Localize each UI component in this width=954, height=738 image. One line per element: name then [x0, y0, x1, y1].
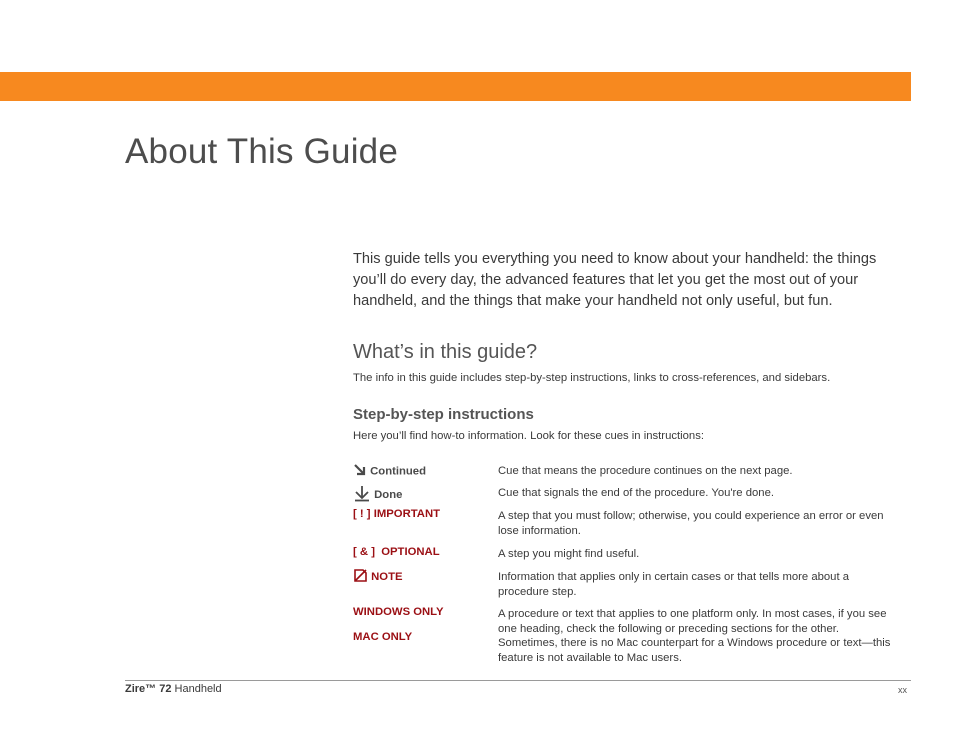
page-title: About This Guide	[125, 132, 398, 171]
cue-note	[353, 568, 403, 586]
cue-description: Information that applies only in certain cases or that tells more about a procedure step.	[498, 571, 850, 598]
important-bracket-icon: [ ! ]	[353, 508, 371, 520]
cue-description: A step that you must follow; otherwise, you could experience an error or even lose information.	[498, 510, 884, 537]
cue-label: IMPORTANT	[373, 508, 441, 520]
cue-windows-only	[353, 606, 444, 618]
intro-paragraph: This guide tells you everything you need to know about your handheld: the things you’ll do every day, the advanced features that let you get the most out of your handheld, and the things that make your handheld not only useful, but fun.	[353, 251, 877, 309]
footer-product-bold: Zire™ 72	[125, 683, 172, 695]
page-number: xx	[898, 685, 907, 695]
cue-description: Cue that means the procedure continues on the next page.	[498, 465, 793, 477]
cue-label: Continued	[370, 465, 426, 478]
footer-divider	[125, 680, 911, 681]
note-icon	[353, 568, 368, 586]
header-accent-bar	[0, 72, 911, 101]
cue-label: [ & ] OPTIONAL	[353, 546, 440, 558]
cue-label: WINDOWS ONLY	[353, 606, 444, 618]
footer-product-name	[125, 683, 222, 695]
subsection-heading: Step-by-step instructions	[353, 406, 534, 423]
cue-description: A step you might find useful.	[498, 548, 640, 560]
cue-label: MAC ONLY	[353, 631, 413, 643]
cue-label: Done	[374, 488, 403, 501]
cue-description: Cue that signals the end of the procedure. You're done.	[498, 487, 774, 499]
arrow-down-right-icon	[353, 463, 367, 480]
cue-done	[353, 485, 402, 505]
cue-continued	[353, 463, 426, 480]
section-heading: What’s in this guide?	[353, 341, 538, 363]
cue-description: A procedure or text that applies to one platform only. In most cases, if you see one heading, check the following or preceding sections for the other. Sometimes, there is no Mac counterpart for a Windows procedure or text—this feature is not available to Mac users.	[498, 608, 891, 664]
section-text: The info in this guide includes step-by-step instructions, links to cross-references, and sidebars.	[353, 372, 831, 384]
cue-label: NOTE	[371, 570, 403, 583]
cue-optional	[353, 546, 440, 558]
cue-important	[353, 508, 440, 520]
footer-product-rest: Handheld	[171, 683, 222, 695]
subsection-text: Here you’ll find how-to information. Look for these cues in instructions:	[353, 430, 705, 442]
cue-mac-only	[353, 631, 412, 643]
arrow-down-to-line-icon	[353, 485, 371, 505]
